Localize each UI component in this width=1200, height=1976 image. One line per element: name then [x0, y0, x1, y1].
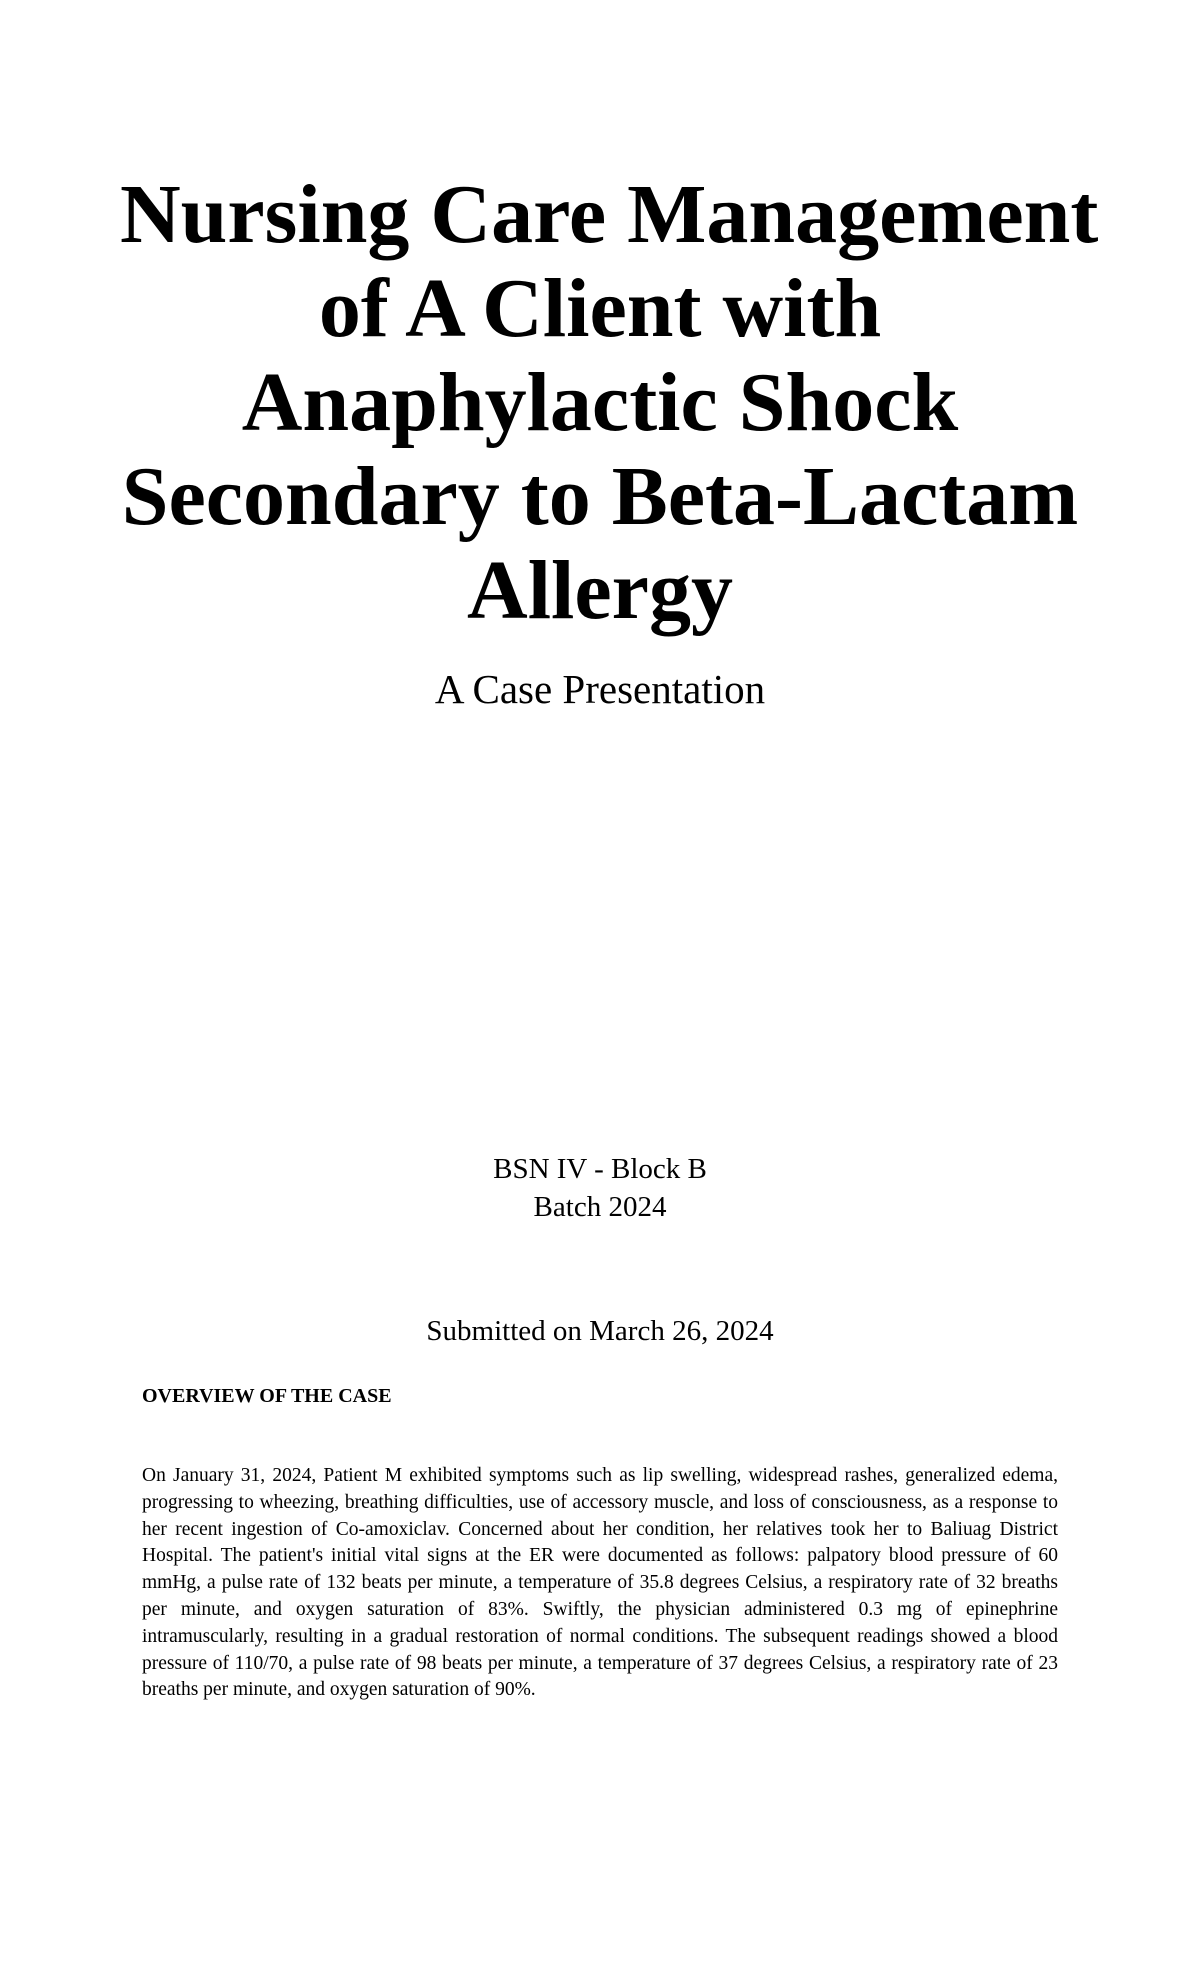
title-line: Nursing Care Management [120, 168, 1099, 261]
batch-year: Batch 2024 [533, 1191, 667, 1223]
document-subtitle: A Case Presentation [434, 666, 766, 712]
class-info [400, 1150, 800, 1226]
submission-date: Submitted on March 26, 2024 [426, 1315, 774, 1347]
class-section: BSN IV - Block B [493, 1153, 707, 1185]
title-line: Allergy [467, 544, 733, 637]
overview-paragraph: On January 31, 2024, Patient M exhibited symptoms such as lip swelling, widespread rashes, generalized edema, progressing to wheezing, breathing difficulties, use of accessory muscle, and loss of consciousness, as a response to her recent ingestion of Co-amoxiclav. Concerned about her condition, her relatives took her to Baliuag District Hospital. The patient's initial vital signs at the ER were documented as follows: palpatory blood pressure of 60 mmHg, a pulse rate of 132 beats per minute, a temperature of 35.8 degrees Celsius, a respiratory rate of 32 breaths per minute, and oxygen saturation of 83%. Swiftly, the physician administered 0.3 mg of epinephrine intramuscularly, resulting in a gradual restoration of normal conditions. The subsequent readings showed a blood pressure of 110/70, a pulse rate of 98 beats per minute, a temperature of 37 degrees Celsius, a respiratory rate of 23 breaths per minute, and oxygen saturation of 90%. [142, 1465, 1058, 1701]
title-line: Secondary to Beta-Lactam [121, 450, 1079, 543]
title-line: Anaphylactic Shock [241, 356, 959, 449]
title-line: of A Client with [318, 262, 882, 355]
document-title [120, 168, 1099, 638]
overview-heading: OVERVIEW OF THE CASE [142, 1385, 392, 1407]
